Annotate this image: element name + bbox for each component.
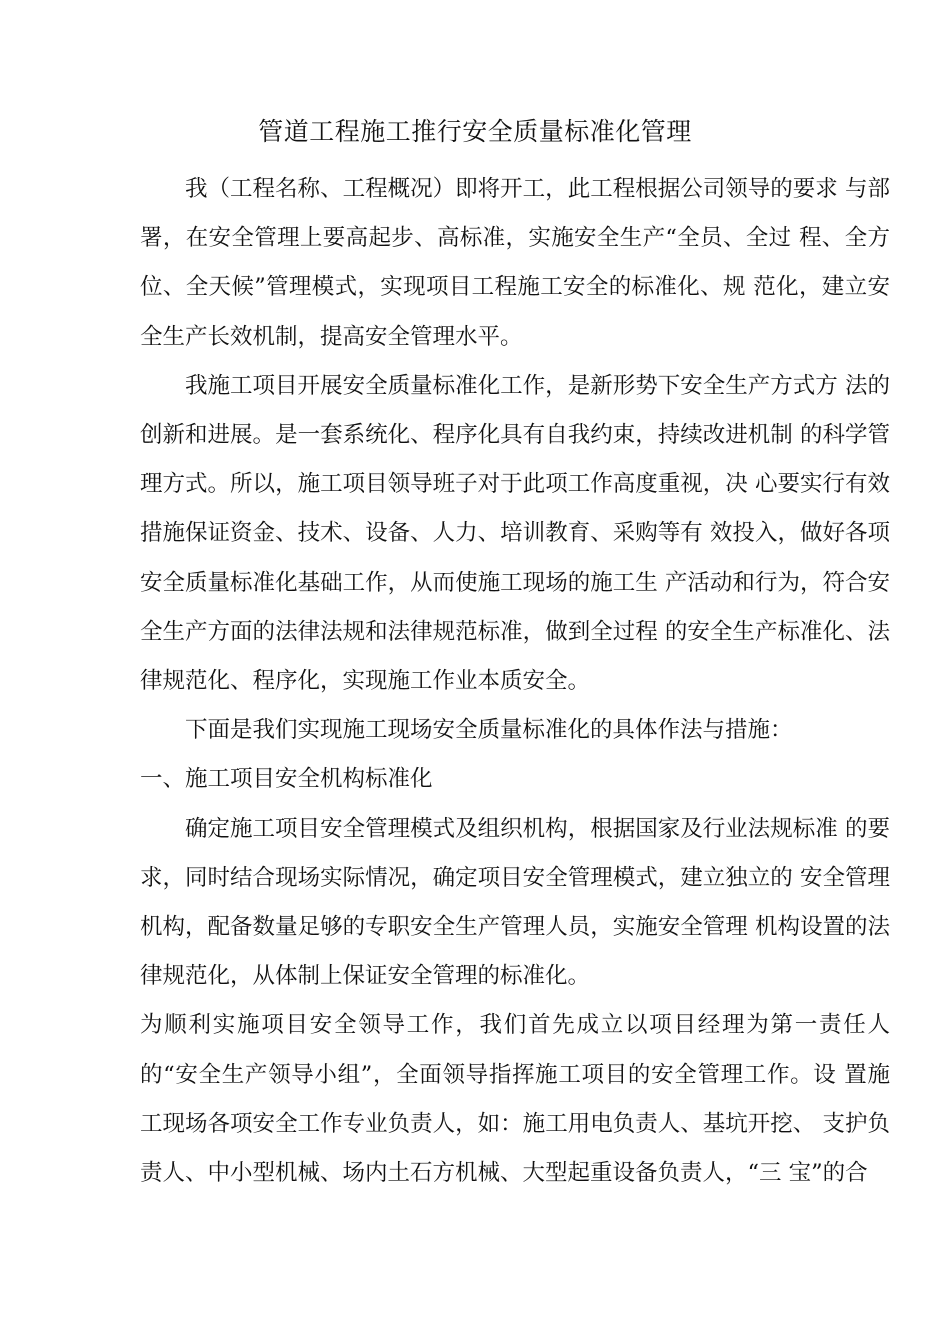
section-heading: 一、施工项目安全机构标准化 (140, 766, 433, 793)
paragraph-standardization-work: 我施工项目开展安全质量标准化工作，是新形势下安全生产方式方 法的创新和进展。是一套系统化、程序化具有自我约束，持续改进机制 的科学管理方式。所以，施工项目领导班子对于此项工作高度重视，决 心要实行有效措施保证资金、技术、设备、人力、培训教育、采购等有 效投入，做好各项安全质量标准化基础工作，从而使施工现场的施工生 产活动和行为，符合安全生产方面的法律法规和法律规范标准，做到全过程 的安全生产标准化、法律规范化、程序化，实现施工作业本质安全。 (140, 372, 890, 695)
document-body (140, 165, 890, 1198)
paragraph-intro: 我（工程名称、工程概况）即将开工，此工程根据公司领导的要求 与部署，在安全管理上要高起步、高标准，实施安全生产“全员、全过 程、全方位、全天候”管理模式，实现项目工程施工安全的标准化、规 范化，建立安全生产长效机制，提高安全管理水平。 (140, 176, 890, 350)
document-title: 管道工程施工推行安全质量标准化管理 (258, 117, 692, 146)
paragraph-measures-intro: 下面是我们实现施工现场安全质量标准化的具体作法与措施： (185, 717, 793, 744)
paragraph-safety-organization: 确定施工项目安全管理模式及组织机构，根据国家及行业法规标准 的要求，同时结合现场实际情况，确定项目安全管理模式，建立独立的 安全管理机构，配备数量足够的专职安全生产管理人员，实施安全管理 机构设置的法律规范化，从体制上保证安全管理的标准化。 (140, 815, 890, 990)
paragraph-safety-leadership: 为顺利实施项目安全领导工作，我们首先成立以项目经理为第一责任人的“安全生产领导小组”，全面领导指挥施工项目的安全管理工作。设 置施工现场各项安全工作专业负责人，如：施工用电负责人、基坑开挖、 支护负责人、中小型机械、场内土石方机械、大型起重设备负责人，“三 宝”的合 (140, 1012, 890, 1187)
